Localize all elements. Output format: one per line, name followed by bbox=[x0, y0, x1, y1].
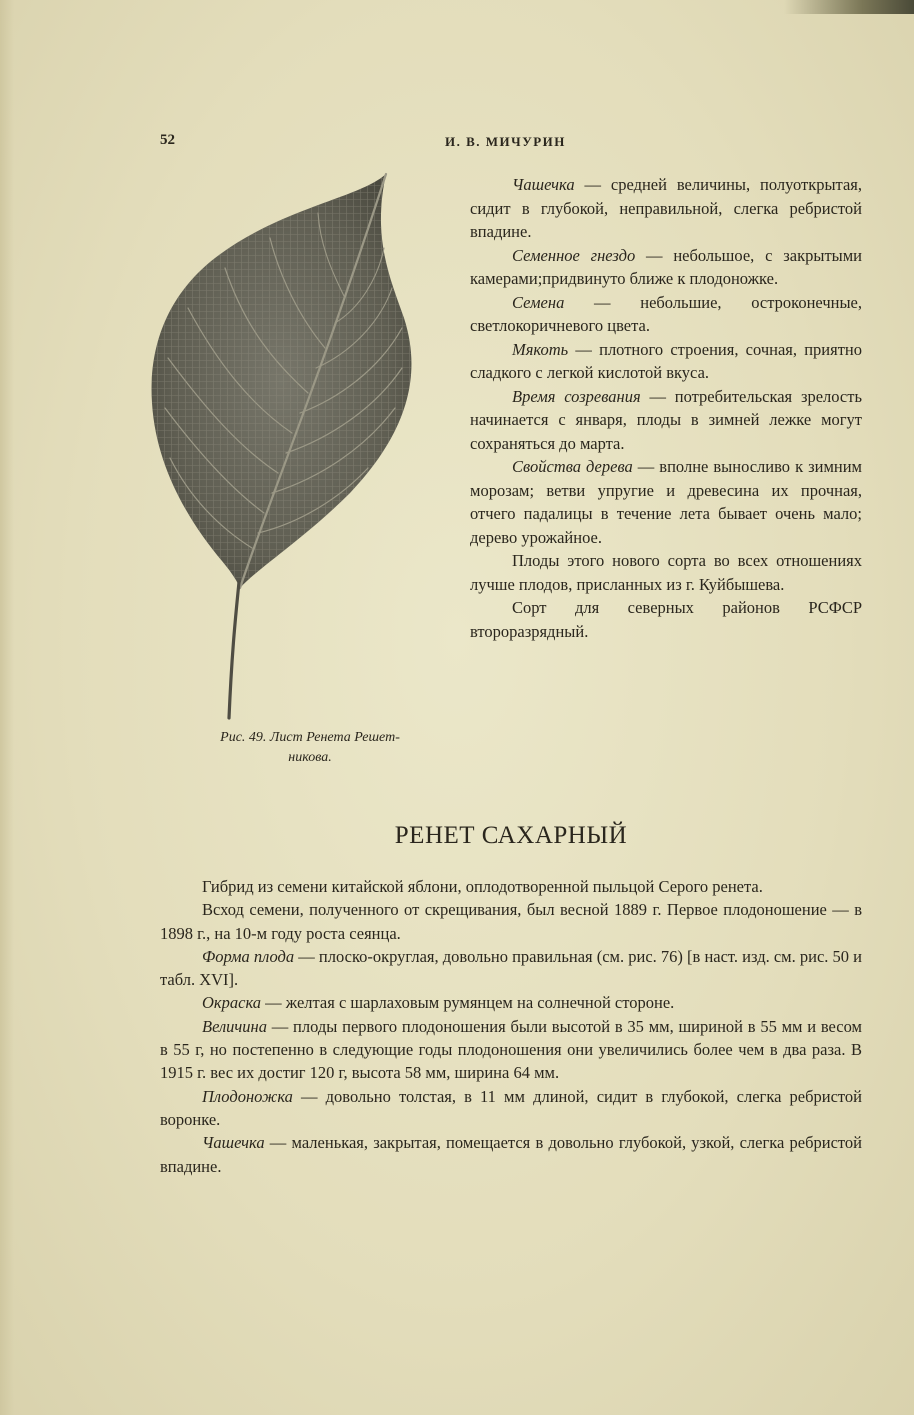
paragraph-text: — небольшие, остроконечные, светлокоричневого цвета. bbox=[470, 292, 862, 335]
term: Семена bbox=[512, 292, 565, 312]
paragraph bbox=[470, 596, 862, 643]
page-edge-shadow bbox=[0, 0, 14, 1415]
term: Мякоть bbox=[512, 339, 569, 359]
term: Время созревания bbox=[512, 386, 641, 406]
paragraph-text: Гибрид из семени китайской яблони, оплодотворенной пыльцой Серого ренета. bbox=[202, 877, 763, 896]
term: Окраска bbox=[202, 993, 262, 1013]
paragraph bbox=[160, 1015, 862, 1085]
figure-caption bbox=[160, 728, 460, 768]
paragraph bbox=[470, 549, 862, 596]
paragraph-text: — плотного строения, сочная, приятно сладкого с легкой кислотой вкуса. bbox=[470, 339, 862, 382]
paragraph bbox=[470, 291, 862, 338]
paragraph-text: — плоды первого плодоношения были высотой в 35 мм, шириной в 55 мм и весом в 55 г, но постепенно в следующие годы плодоношения они увеличились более чем в два раза. В 1915 г. вес их достиг 120 г, высота 58 мм, ширина 64 мм. bbox=[160, 1016, 862, 1083]
leaf-illustration bbox=[140, 168, 440, 728]
paragraph bbox=[470, 244, 862, 291]
leaf-stem bbox=[229, 582, 239, 718]
paragraph bbox=[470, 385, 862, 456]
paragraph-text: — маленькая, закрытая, помещается в довольно глубокой, узкой, слегка ребристой впадине. bbox=[160, 1133, 862, 1176]
paragraph-text: — небольшое, с закрытыми камерами;придвинуто ближе к плодоножке. bbox=[470, 245, 863, 288]
description-column bbox=[470, 173, 862, 643]
paragraph bbox=[160, 991, 862, 1014]
paragraph-text: — желтая с шарлаховым румянцем на солнечной стороне. bbox=[261, 993, 675, 1013]
paragraph bbox=[160, 898, 862, 945]
term: Плодоножка bbox=[202, 1086, 293, 1106]
paragraph bbox=[470, 455, 862, 549]
paragraph bbox=[160, 945, 862, 992]
paragraph-text: — потребительская зрелость начинается с января, плоды в зимней лежке могут сохраняться до марта. bbox=[470, 386, 862, 453]
paragraph-text: Сорт для северных районов РСФСР второразрядный. bbox=[470, 598, 862, 641]
paragraph-text: Всход семени, полученного от скрещивания, был весной 1889 г. Первое плодоношение — в 1898 г., на 10-м году роста сеянца. bbox=[160, 900, 862, 943]
term: Чашечка bbox=[512, 175, 575, 194]
figure-caption-line1: Рис. 49. Лист Ренета Решет- bbox=[220, 730, 400, 745]
term: Семенное гнездо bbox=[512, 245, 636, 265]
term: Свойства дерева bbox=[512, 457, 633, 476]
term: Величина bbox=[202, 1016, 267, 1036]
term: Форма плода bbox=[202, 946, 295, 966]
paragraph-text: — средней величины, полуоткрытая, сидит в глубокой, неправильной, слегка ребристой впадине. bbox=[470, 175, 862, 241]
page-number: 52 bbox=[160, 132, 175, 148]
section-body bbox=[160, 875, 862, 1178]
figure-caption-line2: никова. bbox=[288, 750, 332, 765]
paragraph bbox=[160, 1131, 862, 1178]
section-title: РЕНЕТ САХАРНЫЙ bbox=[394, 822, 628, 849]
running-title: И. В. МИЧУРИН bbox=[445, 134, 566, 149]
paragraph bbox=[160, 875, 862, 898]
paragraph-text: — довольно толстая, в 11 мм длиной, сидит в глубокой, слегка ребристой воронке. bbox=[160, 1086, 862, 1129]
paragraph bbox=[160, 1085, 862, 1132]
paragraph-text: — вполне выносливо к зимним морозам; ветви упругие и древесина их прочная, отчего падалицы в течение лета бывает очень мало; дерево урожайное. bbox=[470, 457, 863, 547]
term: Чашечка bbox=[202, 1133, 265, 1153]
paragraph-text: — плоско-округлая, довольно правильная (см. рис. 76) [в наст. изд. см. рис. 50 и табл. XVI]. bbox=[160, 946, 862, 990]
paragraph bbox=[470, 338, 862, 385]
paragraph bbox=[470, 173, 862, 244]
page-corner-dark bbox=[784, 0, 914, 14]
paragraph-text: Плоды этого нового сорта во всех отношениях лучше плодов, присланных из г. Куйбышева. bbox=[470, 551, 862, 594]
